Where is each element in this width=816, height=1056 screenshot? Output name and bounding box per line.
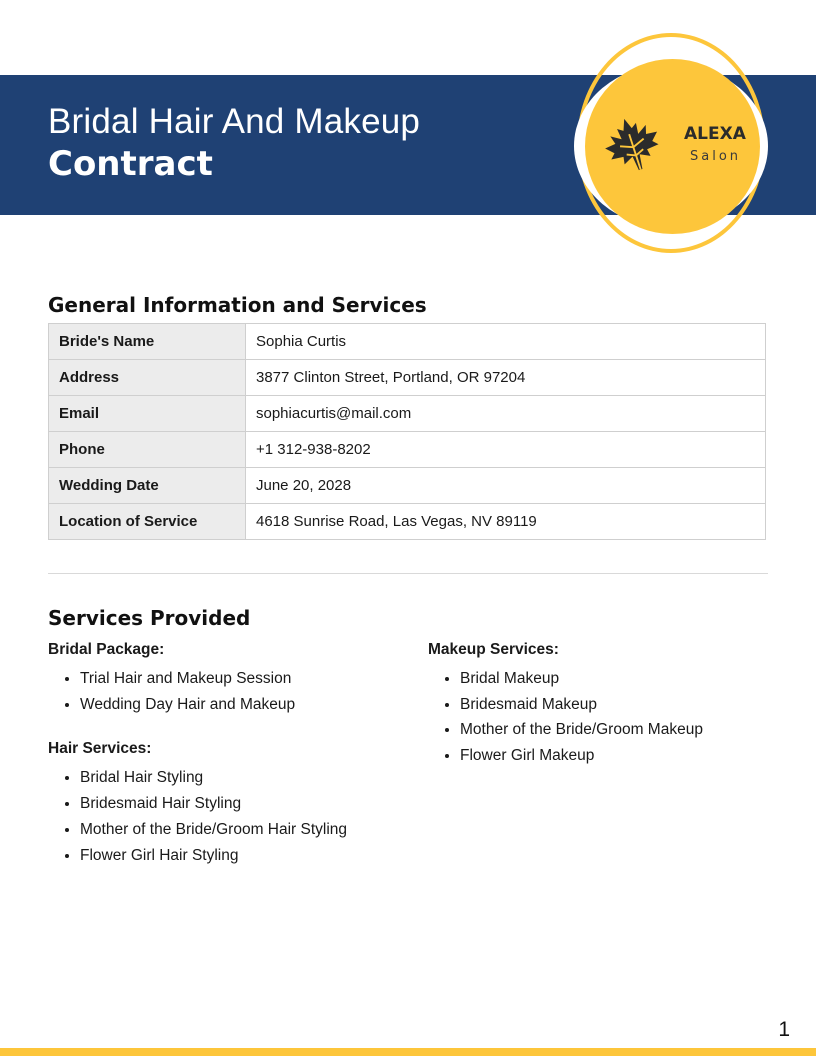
table-row bbox=[49, 360, 766, 396]
page-number: 1 bbox=[778, 1018, 790, 1041]
table-row bbox=[49, 324, 766, 360]
list-item: • Mother of the Bride/Groom Makeup bbox=[460, 717, 788, 743]
list-item: • Wedding Day Hair and Makeup bbox=[80, 692, 408, 718]
list-item: • Bridesmaid Hair Styling bbox=[80, 791, 408, 817]
table-row bbox=[49, 432, 766, 468]
list-item: • Flower Girl Makeup bbox=[460, 743, 788, 769]
section-heading-general: General Information and Services bbox=[48, 293, 427, 317]
list-item: • Trial Hair and Makeup Session bbox=[80, 666, 408, 692]
list-item: • Bridal Makeup bbox=[460, 666, 788, 692]
table-row bbox=[49, 468, 766, 504]
row-value: 3877 Clinton Street, Portland, OR 97204 bbox=[246, 360, 766, 396]
row-value: +1 312-938-8202 bbox=[246, 432, 766, 468]
section-heading-services: Services Provided bbox=[48, 606, 251, 630]
list-item: • Bridesmaid Makeup bbox=[460, 692, 788, 718]
row-value: 4618 Sunrise Road, Las Vegas, NV 89119 bbox=[246, 504, 766, 540]
hair-services-list bbox=[48, 765, 408, 868]
row-value: sophiacurtis@mail.com bbox=[246, 396, 766, 432]
row-value: June 20, 2028 bbox=[246, 468, 766, 504]
general-info-table bbox=[48, 323, 766, 540]
makeup-services-list bbox=[428, 666, 788, 769]
services-left-column bbox=[48, 640, 408, 890]
makeup-services-title: Makeup Services: bbox=[428, 641, 559, 658]
logo-brand-subtitle: Salon bbox=[690, 149, 742, 164]
list-item: • Bridal Hair Styling bbox=[80, 765, 408, 791]
list-item: • Mother of the Bride/Groom Hair Styling bbox=[80, 817, 408, 843]
bridal-package-title: Bridal Package: bbox=[48, 641, 165, 658]
logo-brand-name: ALEXA bbox=[684, 124, 746, 144]
bridal-package-list bbox=[48, 666, 408, 717]
table-row bbox=[49, 396, 766, 432]
row-label: Address bbox=[49, 360, 246, 396]
list-item: • Flower Girl Hair Styling bbox=[80, 843, 408, 869]
table-row bbox=[49, 504, 766, 540]
row-label: Wedding Date bbox=[49, 468, 246, 504]
page-title-emphasis: Contract bbox=[48, 144, 213, 184]
row-label: Bride's Name bbox=[49, 324, 246, 360]
hair-services-title: Hair Services: bbox=[48, 740, 152, 758]
row-label: Email bbox=[49, 396, 246, 432]
section-divider bbox=[48, 573, 768, 574]
row-label: Phone bbox=[49, 432, 246, 468]
row-label: Location of Service bbox=[49, 504, 246, 540]
maple-leaf-icon bbox=[602, 115, 664, 177]
services-right-column bbox=[428, 640, 788, 791]
footer-accent-bar bbox=[0, 1048, 816, 1056]
row-value: Sophia Curtis bbox=[246, 324, 766, 360]
page-title: Bridal Hair And Makeup bbox=[48, 102, 421, 141]
